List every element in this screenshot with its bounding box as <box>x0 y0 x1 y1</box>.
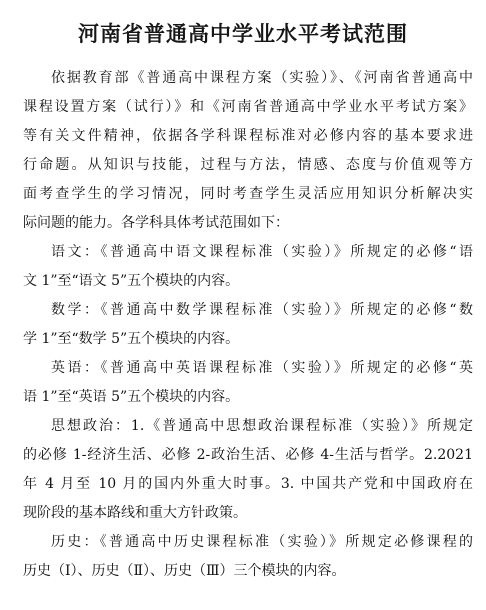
subject-politics-line: 年 4 月至 10 月的国内外重大时事。3. 中国共产党和中国政府在 <box>23 476 473 492</box>
paragraph-line: 面考查学生的学习情况，同时考查学生灵活应用知识分析解决实 <box>23 186 473 202</box>
subject-politics-line: 现阶段的基本路线和重大方针政策。 <box>23 505 247 521</box>
paragraph-line: 际问题的能力。各学科具体考试范围如下： <box>23 215 289 231</box>
subject-math-line: 数学：《普通高中数学课程标准（实验）》所规定的必修“数 <box>51 302 473 318</box>
paragraph-line: 行命题。从知识与技能，过程与方法，情感、态度与价值观等方 <box>23 157 473 173</box>
paragraph-line: 课程设置方案（试行）》和《河南省普通高中学业水平考试方案》 <box>23 99 473 115</box>
paragraph-line: 依据教育部《普通高中课程方案（实验）》、《河南省普通高中 <box>51 70 473 86</box>
subject-chinese-line: 文 1”至“语文 5”五个模块的内容。 <box>23 273 240 289</box>
subject-history-line: 历史（Ⅰ）、历史（Ⅱ）、历史（Ⅲ）三个模块的内容。 <box>23 563 346 579</box>
subject-politics-line: 的必修 1-经济生活、必修 2-政治生活、必修 4-生活与哲学。2.2021 <box>23 447 473 463</box>
subject-politics-line: 思想政治：1.《普通高中思想政治课程标准（实验）》所规定 <box>51 418 473 434</box>
subject-history-line: 历史：《普通高中历史课程标准（实验）》所规定必修课程的 <box>51 534 473 550</box>
paragraph-line: 等有关文件精神，依据各学科课程标准对必修内容的基本要求进 <box>23 128 473 144</box>
subject-chinese-line: 语文：《普通高中语文课程标准（实验）》所规定的必修“语 <box>51 244 473 260</box>
subject-math-line: 学 1”至“数学 5”五个模块的内容。 <box>23 331 240 347</box>
subject-english-line: 英语：《普通高中英语课程标准（实验）》所规定的必修“英 <box>51 360 473 376</box>
document-title: 河南省普通高中学业水平考试范围 <box>78 22 408 46</box>
subject-english-line: 语 1”至“英语 5”五个模块的内容。 <box>23 389 240 405</box>
